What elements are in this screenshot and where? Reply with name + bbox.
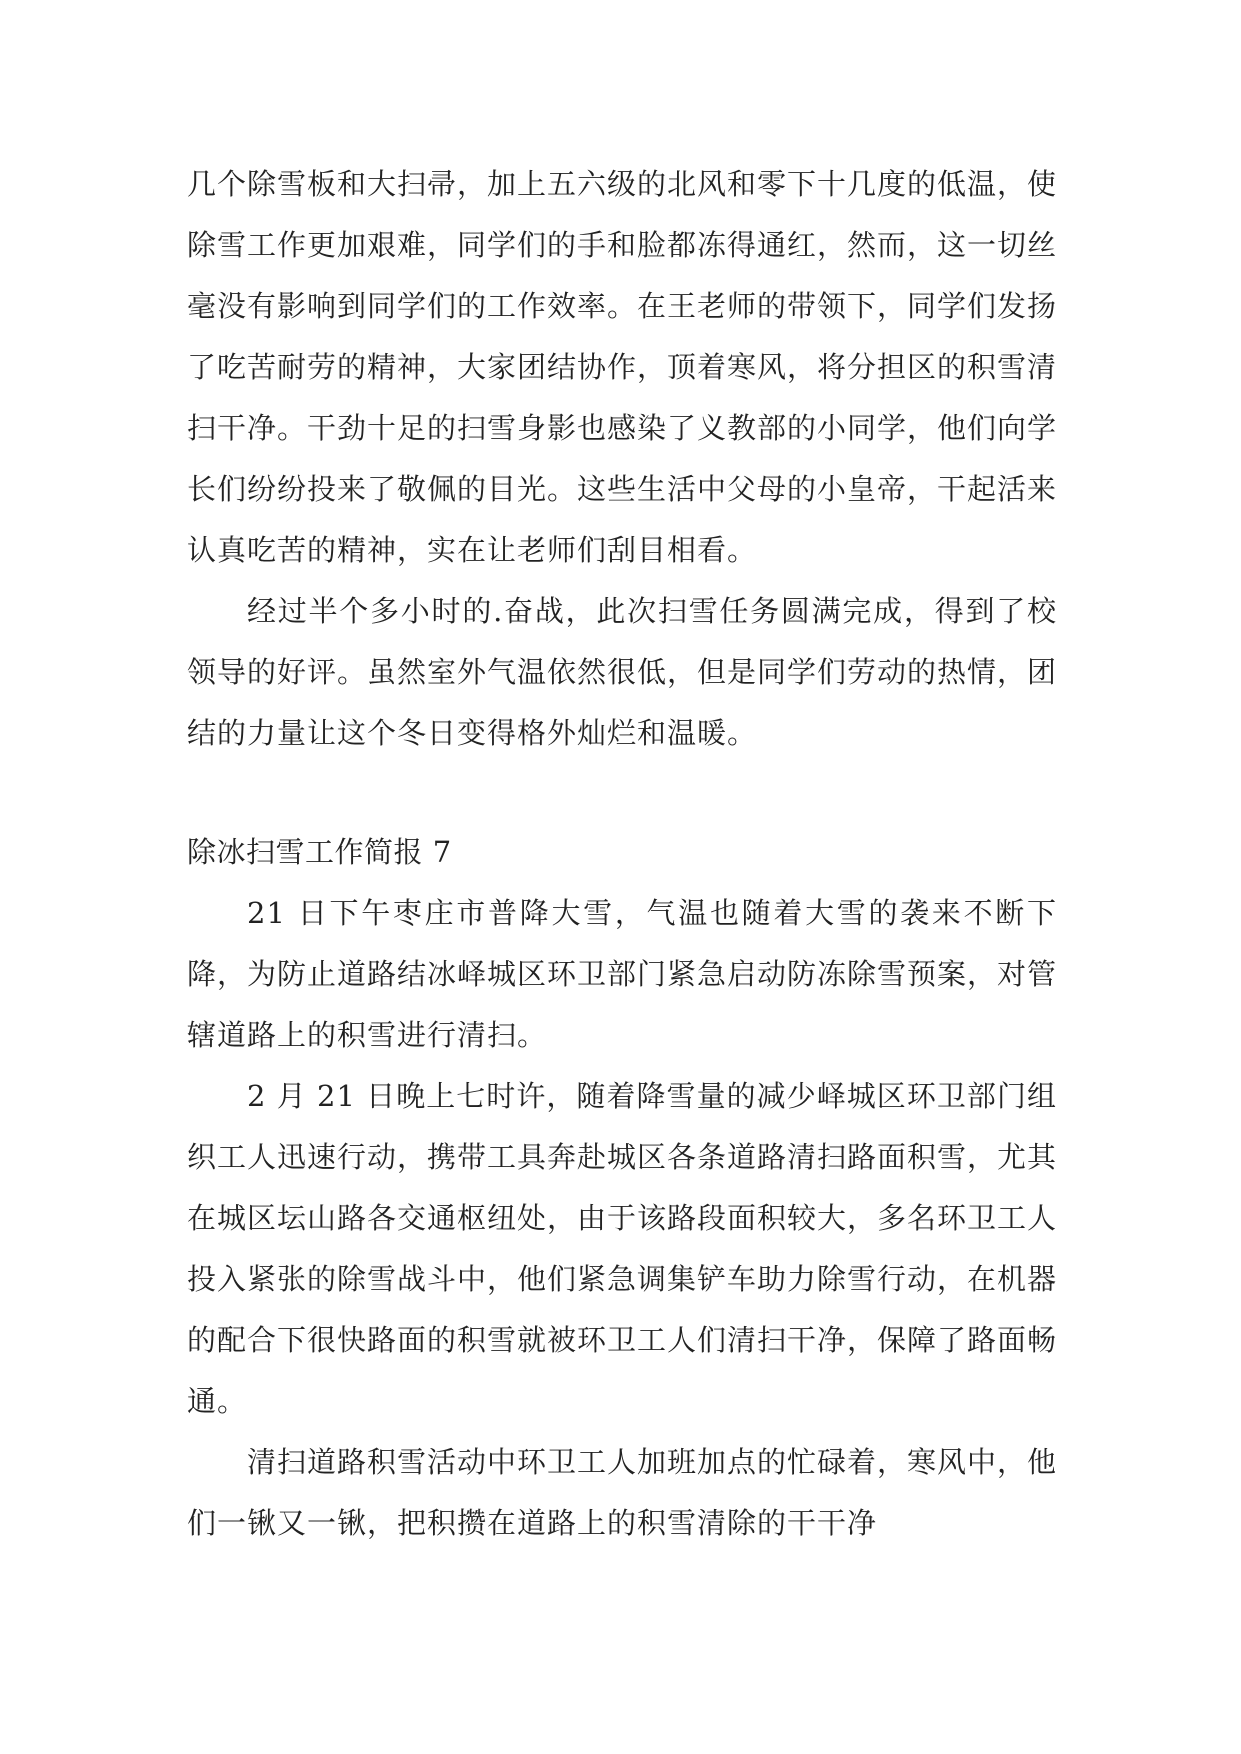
paragraph-workers-overtime: 清扫道路积雪活动中环卫工人加班加点的忙碌着，寒风中，他们一锹又一锹，把积攒在道路上的积雪清除的干干净 [187,1445,1058,1540]
document-body [187,154,1057,1554]
paragraph-snowfall: 21 日下午枣庄市普降大雪，气温也随着大雪的袭来不断下降，为防止道路结冰峄城区环卫部门紧急启动防冻除雪预案，对管辖道路上的积雪进行清扫。 [187,896,1058,1052]
section-spacer [187,764,1057,821]
paragraph-continued: 几个除雪板和大扫帚，加上五六级的北风和零下十几度的低温，使除雪工作更加艰难，同学们的手和脸都冻得通红，然而，这一切丝毫没有影响到同学们的工作效率。在王老师的带领下，同学们发扬了吃苦耐劳的精神，大家团结协作，顶着寒风，将分担区的积雪清扫干净。干劲十足的扫雪身影也感染了义教部的小同学，他们向学长们纷纷投来了敬佩的目光。这些生活中父母的小皇帝，干起活来认真吃苦的精神，实在让老师们刮目相看。 [187,167,1058,567]
section-heading: 除冰扫雪工作简报 7 [187,835,452,869]
paragraph-cleanup-action: 2 月 21 日晚上七时许，随着降雪量的减少峄城区环卫部门组织工人迅速行动，携带工具奔赴城区各条道路清扫路面积雪，尤其在城区坛山路各交通枢纽处，由于该路段面积较大，多名环卫工人投入紧张的除雪战斗中，他们紧急调集铲车助力除雪行动，在机器的配合下很快路面的积雪就被环卫工人们清扫干净，保障了路面畅通。 [187,1079,1058,1418]
paragraph-task-completed: 经过半个多小时的.奋战，此次扫雪任务圆满完成，得到了校领导的好评。虽然室外气温依然很低，但是同学们劳动的热情，团结的力量让这个冬日变得格外灿烂和温暖。 [187,594,1058,750]
